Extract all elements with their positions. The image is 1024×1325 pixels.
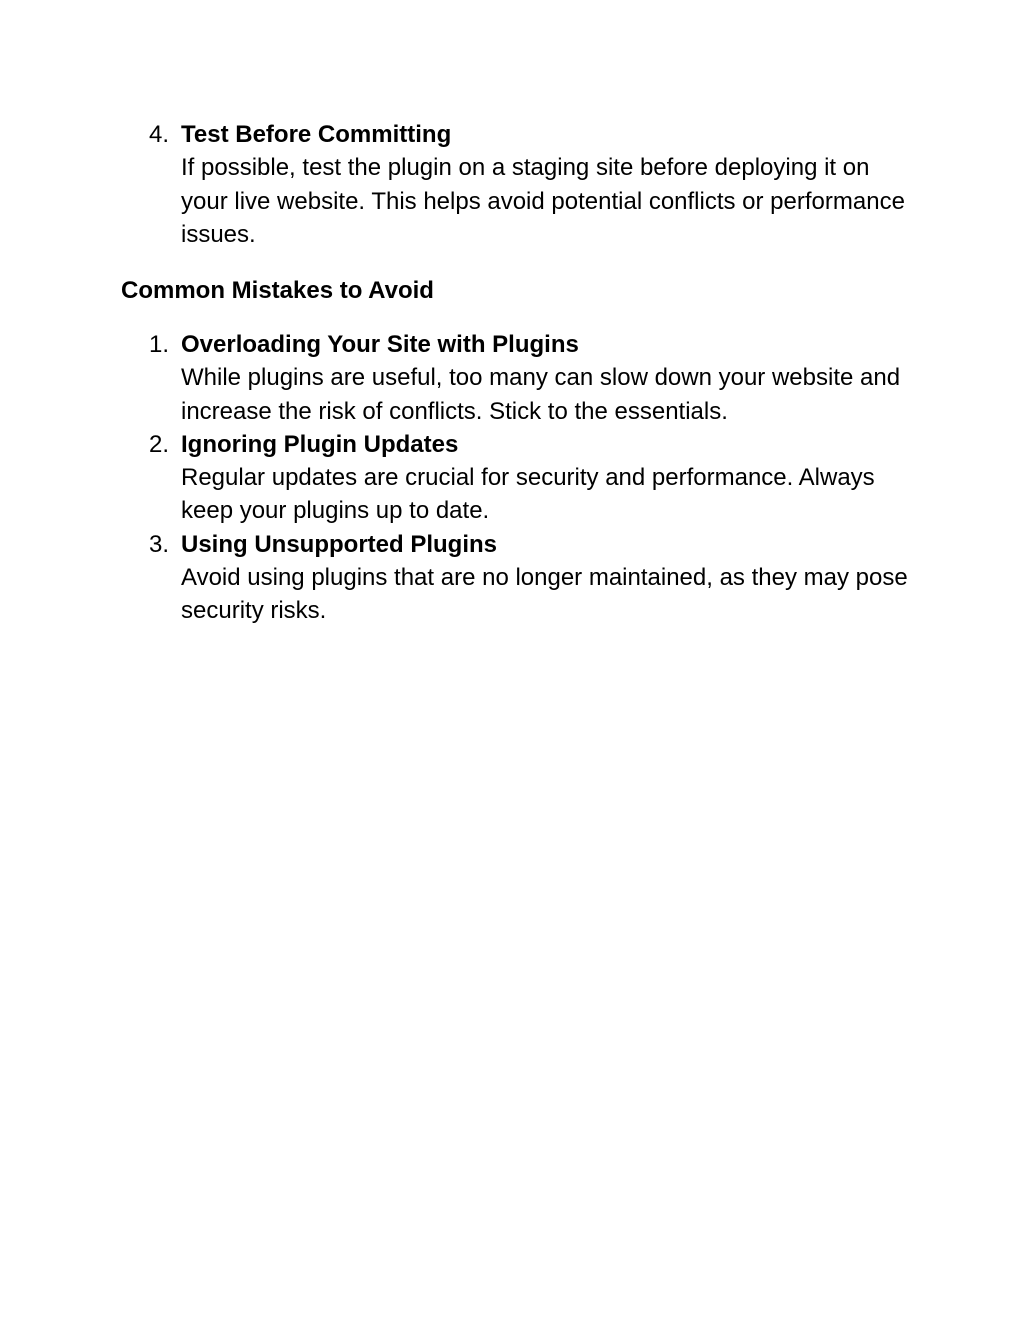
list-item-title: Test Before Committing [181, 121, 452, 148]
list-item-body: While plugins are useful, too many can slow down your website and increase the risk of conflicts. Stick to the essentials. [181, 364, 901, 425]
tips-list-continued [0, 118, 1024, 251]
section-heading: Common Mistakes to Avoid [121, 277, 434, 304]
list-item [0, 118, 911, 251]
list-item-number: 3. [149, 530, 170, 558]
list-item-number: 1. [149, 331, 170, 358]
list-item [0, 328, 911, 428]
list-item-body: Regular updates are crucial for security and performance. Always keep your plugins up to date. [181, 464, 875, 525]
list-item-number: 2. [149, 430, 170, 458]
list-item-body: Avoid using plugins that are no longer maintained, as they may pose security risks. [181, 564, 908, 625]
list-item [0, 428, 911, 528]
list-item-number: 4. [149, 121, 170, 148]
list-item [0, 528, 911, 628]
list-item-body: If possible, test the plugin on a staging site before deploying it on your live website. This helps avoid potential conflicts or performance issues. [181, 154, 905, 248]
list-item-title: Using Unsupported Plugins [181, 530, 497, 558]
list-item-title: Overloading Your Site with Plugins [181, 331, 579, 358]
mistakes-list [0, 328, 1024, 628]
list-item-title: Ignoring Plugin Updates [181, 430, 459, 458]
